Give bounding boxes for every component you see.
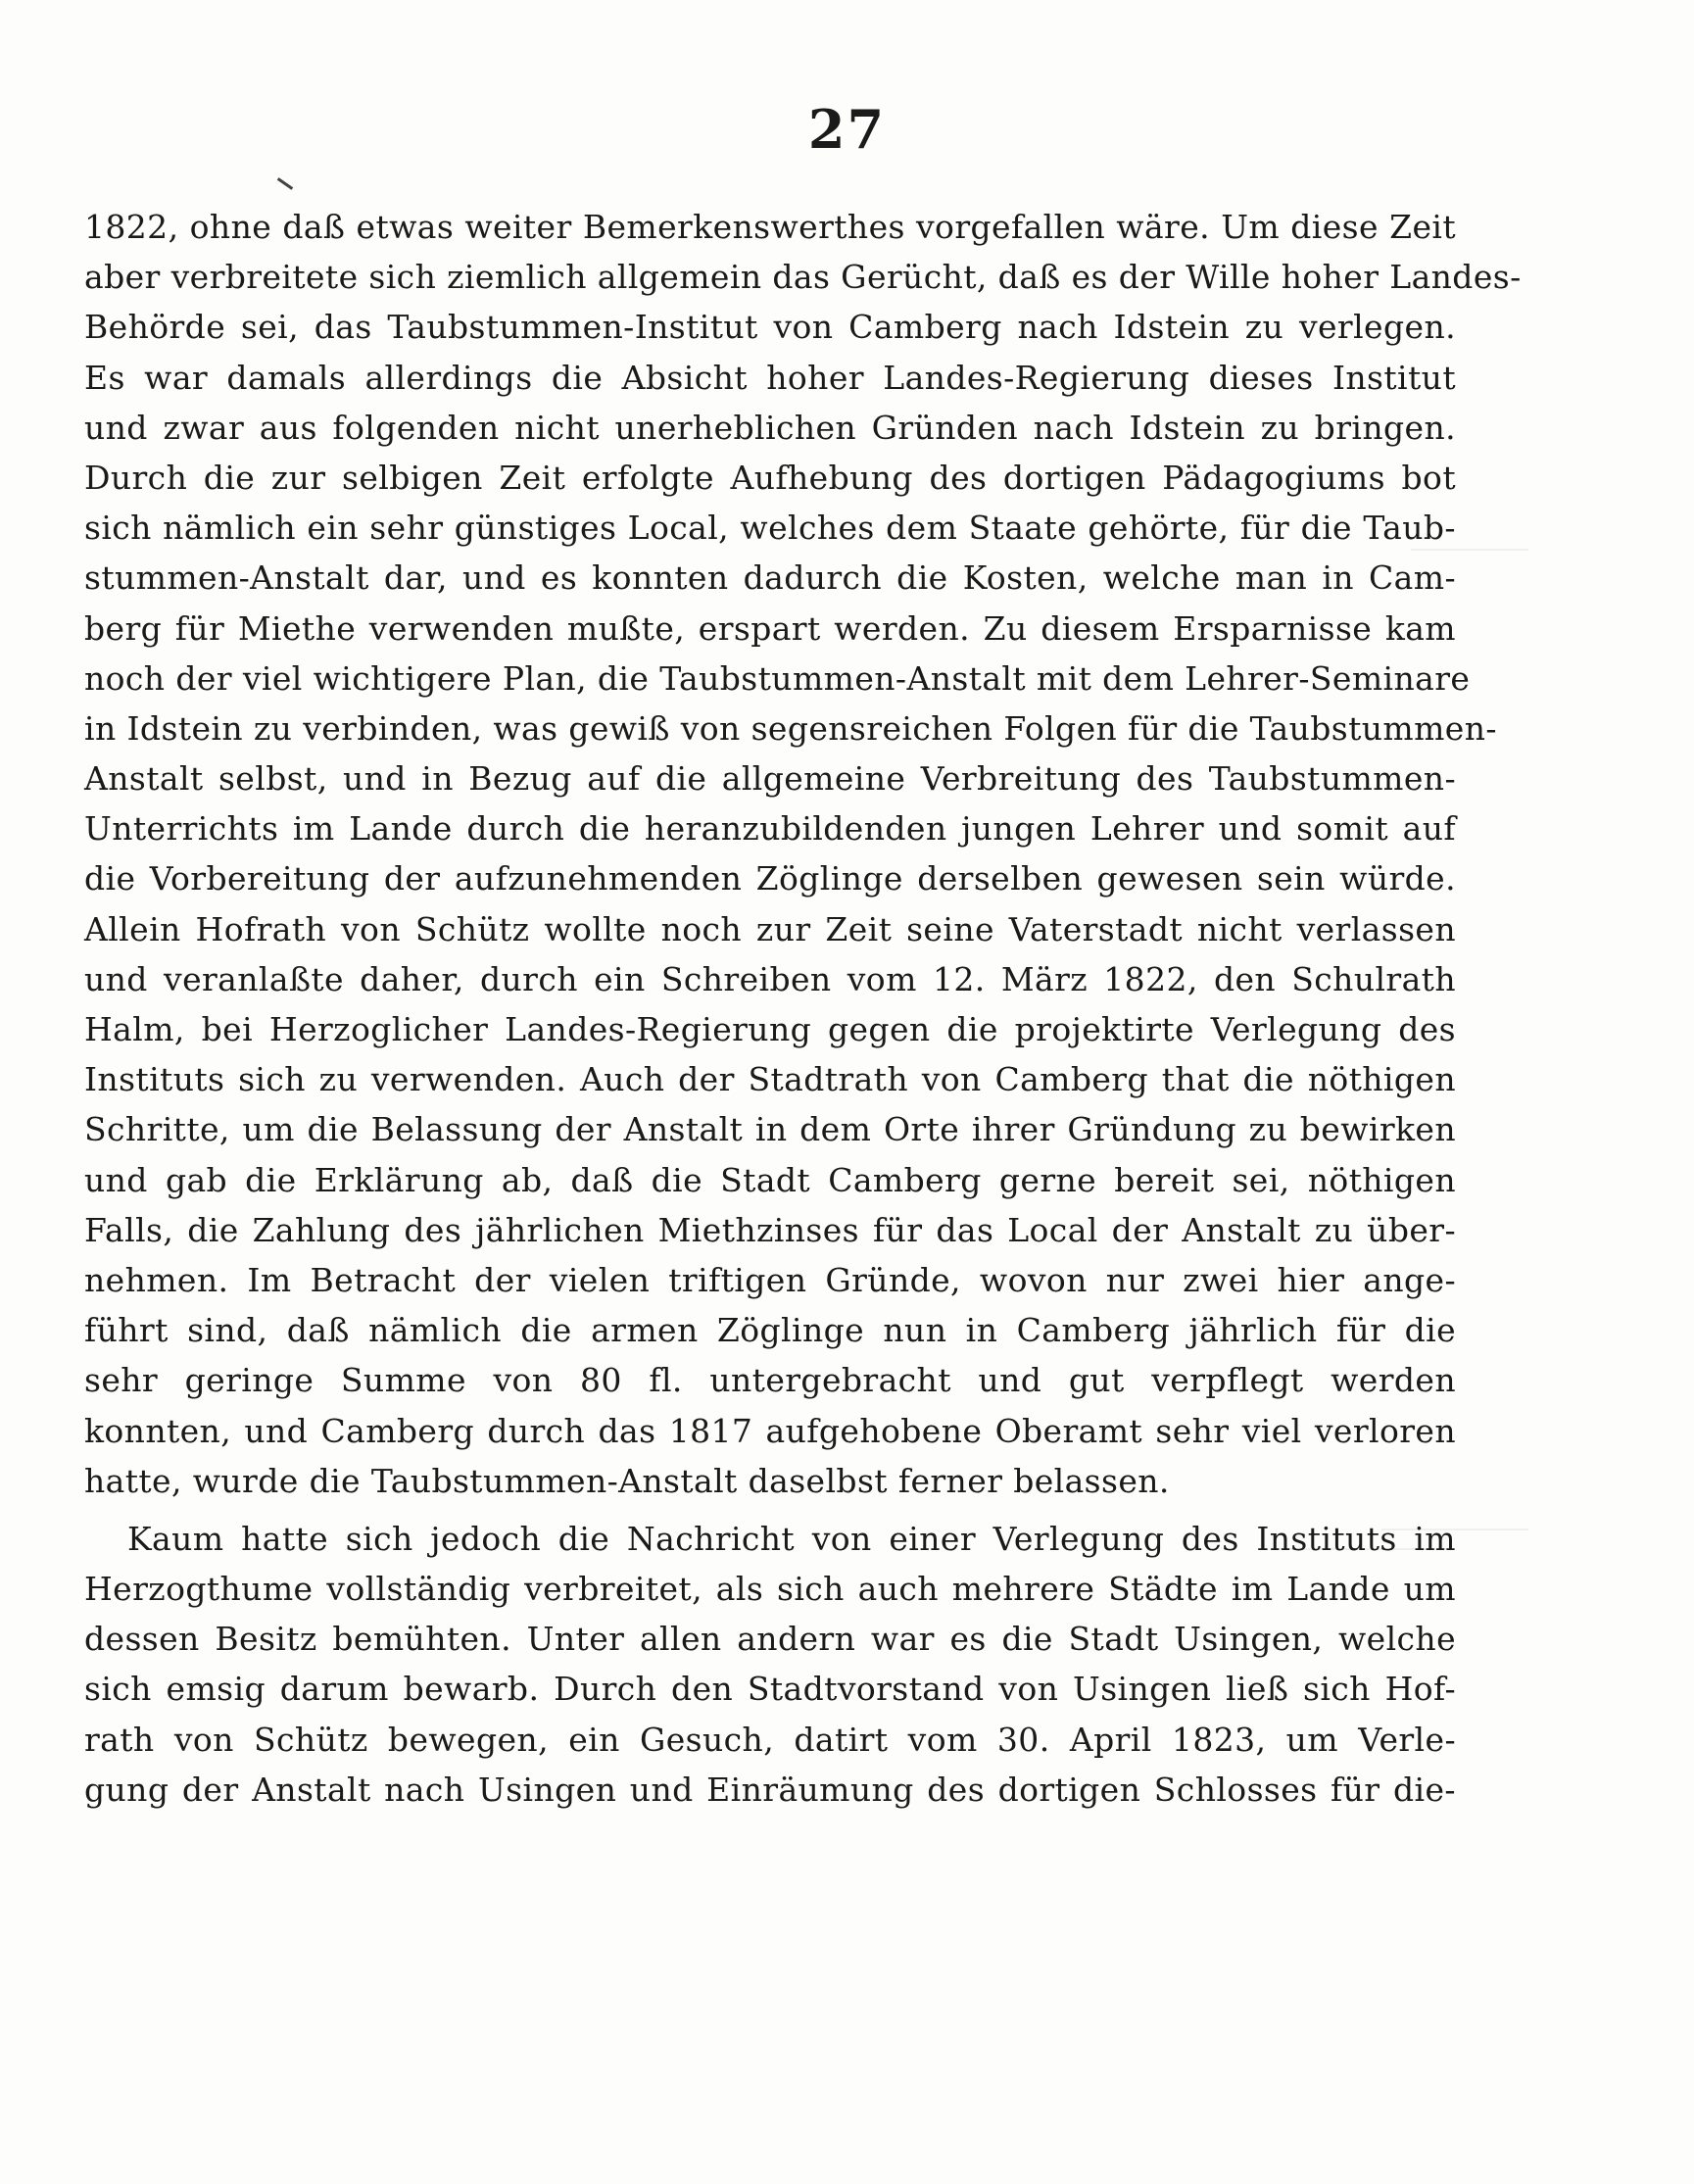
text-line: Herzogthume vollständig verbreitet, als sich auch mehrere Städte im Lande um xyxy=(84,1570,1456,1609)
page-number: 27 xyxy=(807,98,887,161)
text-line: und veranlaßte daher, durch ein Schreiben vom 12. März 1822, den Schulrath xyxy=(84,959,1456,998)
text-line: Unterrichts im Lande durch die heranzubildenden jungen Lehrer und somit auf xyxy=(84,809,1456,849)
text-line: sehr geringe Summe von 80 fl. untergebracht und gut verpflegt werden xyxy=(84,1361,1456,1400)
text-line: 1822, ohne daß etwas weiter Bemerkenswerthes vorgefallen wäre. Um diese Zeit xyxy=(84,208,1456,246)
text-line: Schritte, um die Belassung der Anstalt in dem Orte ihrer Gründung zu bewirken xyxy=(84,1110,1456,1149)
text-line: führt sind, daß nämlich die armen Zöglinge nun in Camberg jährlich für die xyxy=(84,1311,1456,1350)
text-line: Anstalt selbst, und in Bezug auf die allgemeine Verbreitung des Taubstummen- xyxy=(84,759,1456,799)
text-line: Behörde sei, das Taubstummen-Institut von Camberg nach Idstein zu verlegen. xyxy=(84,308,1456,347)
text-line: berg für Miethe verwenden mußte, erspart werden. Zu diesem Ersparnisse kam xyxy=(84,608,1456,648)
text-line: Es war damals allerdings die Absicht hoher Landes-Regierung dieses Institut xyxy=(84,358,1456,397)
paragraph-1 xyxy=(84,202,1522,1506)
ink-mark xyxy=(277,177,293,190)
text-line: aber verbreitete sich ziemlich allgemein das Gerücht, daß es der Wille hoher Landes- xyxy=(84,258,1522,297)
text-line: stummen-Anstalt dar, und es konnten dadurch die Kosten, welche man in Cam- xyxy=(84,558,1456,598)
text-line: Kaum hatte sich jedoch die Nachricht von einer Verlegung des Instituts im xyxy=(127,1519,1456,1558)
text-line: sich emsig darum bewarb. Durch den Stadtvorstand von Usingen ließ sich Hof- xyxy=(84,1670,1456,1709)
text-line: rath von Schütz bewegen, ein Gesuch, datirt vom 30. April 1823, um Verle- xyxy=(84,1720,1456,1759)
text-line: die Vorbereitung der aufzunehmenden Zöglinge derselben gewesen sein würde. xyxy=(84,859,1456,898)
text-line: und zwar aus folgenden nicht unerheblichen Gründen nach Idstein zu bringen. xyxy=(84,408,1456,447)
text-line: dessen Besitz bemühten. Unter allen andern war es die Stadt Usingen, welche xyxy=(84,1620,1456,1659)
body-text xyxy=(84,202,1522,1815)
text-line: in Idstein zu verbinden, was gewiß von segensreichen Folgen für die Taubstummen- xyxy=(84,708,1497,748)
paragraph-2 xyxy=(84,1514,1456,1815)
text-line: Falls, die Zahlung des jährlichen Miethzinses für das Local der Anstalt zu über- xyxy=(84,1210,1456,1249)
text-line: Halm, bei Herzoglicher Landes-Regierung gegen die projektirte Verlegung des xyxy=(84,1010,1456,1048)
text-line: und gab die Erklärung ab, daß die Stadt Camberg gerne bereit sei, nöthigen xyxy=(84,1160,1456,1199)
text-line: konnten, und Camberg durch das 1817 aufgehobene Oberamt sehr viel verloren xyxy=(84,1411,1456,1450)
text-line: hatte, wurde die Taubstummen-Anstalt daselbst ferner belassen. xyxy=(84,1461,1170,1500)
text-line: sich nämlich ein sehr günstiges Local, welches dem Staate gehörte, für die Taub- xyxy=(84,509,1456,548)
paragraph-gap xyxy=(84,1506,1456,1514)
text-line: noch der viel wichtigere Plan, die Taubstummen-Anstalt mit dem Lehrer-Seminare xyxy=(84,658,1471,698)
text-line: nehmen. Im Betracht der vielen triftigen Gründe, wovon nur zwei hier ange- xyxy=(84,1260,1456,1299)
text-line: Durch die zur selbigen Zeit erfolgte Aufhebung des dortigen Pädagogiums bot xyxy=(84,458,1456,497)
text-line: gung der Anstalt nach Usingen und Einräumung des dortigen Schlosses für die- xyxy=(84,1770,1456,1809)
text-line: Allein Hofrath von Schütz wollte noch zur Zeit seine Vaterstadt nicht verlassen xyxy=(84,909,1456,948)
text-line: Instituts sich zu verwenden. Auch der Stadtrath von Camberg that die nöthigen xyxy=(84,1060,1456,1099)
